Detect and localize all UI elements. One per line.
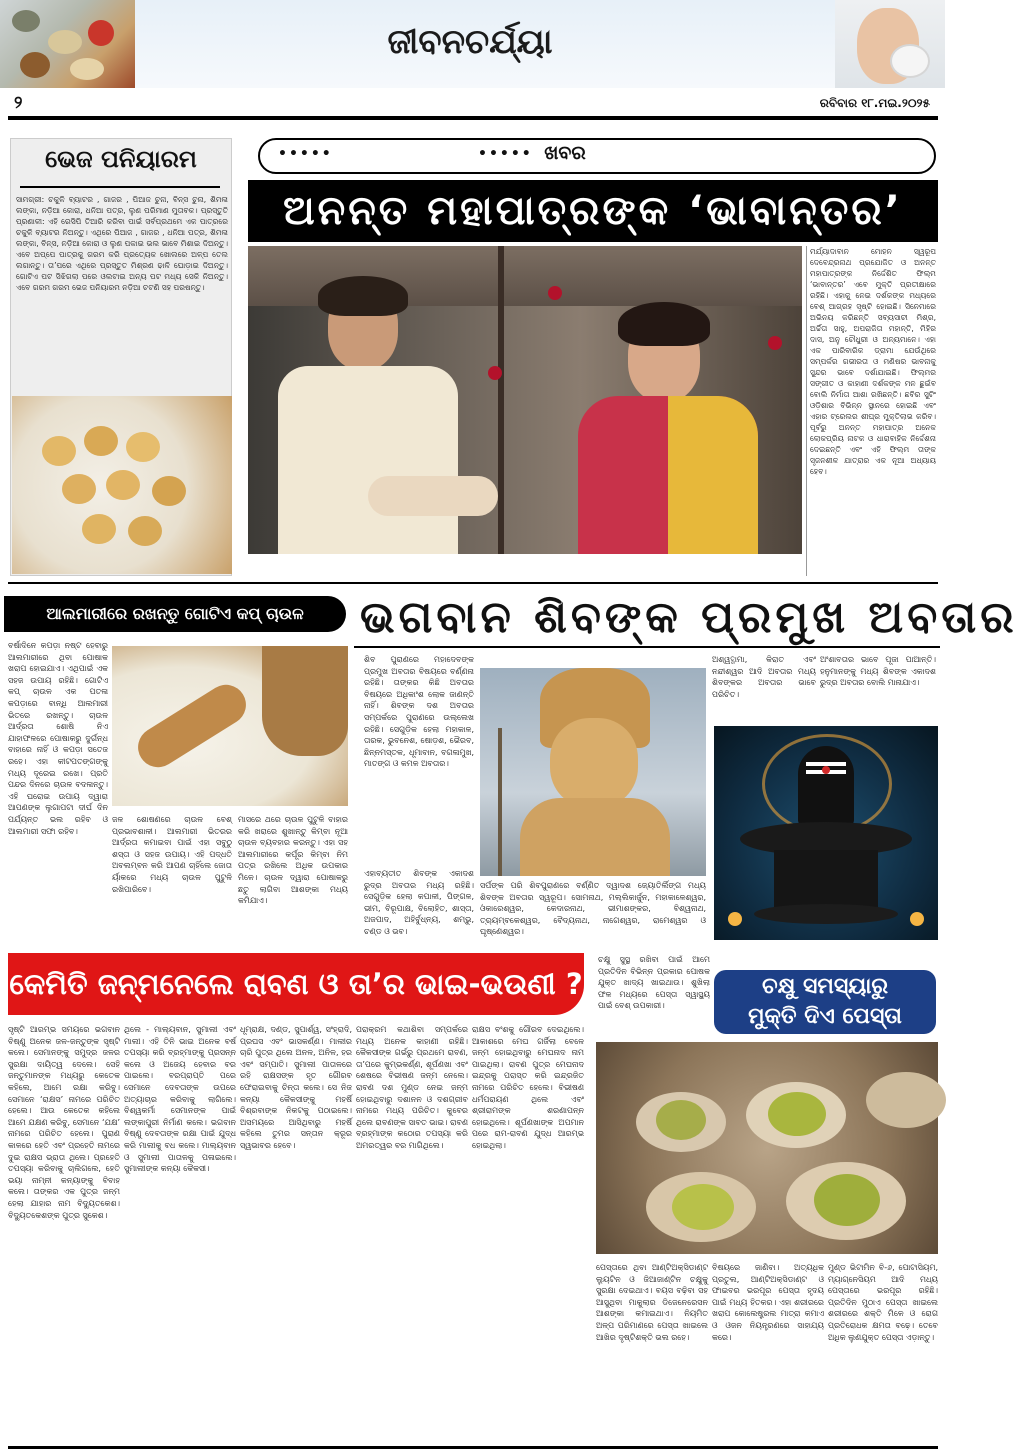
veg-title-rule (20, 186, 220, 188)
page-number: ୨ (14, 93, 23, 113)
shiva-body-1: ଶିବ ପୁରାଣରେ ମହାଦେବଙ୍କ ପ୍ରମୁଖ ଅବତାର ବିଷୟରେ ବର୍ଣ୍ଣନା ରହିଛି। ତାଙ୍କର କିଛି ଅବତାର ବିଷୟରେ ଅଧିକାଂଶ ଲୋକ ଜାଣନ୍ତି ନାହିଁ। ଶିବଙ୍କ ଦଶ ଅବତାର ସମ୍ପର୍କରେ ପୁରାଣରେ ଉଲ୍ଲେଖ ରହିଛି। ସେଗୁଡ଼ିକ ହେଲା ମହାକାଳ, ତାରକ, ଭୁବନେଶ, ଷୋଡ଼ଶ, ଭୈରବ, ଛିନ୍ନମସ୍ତକ, ଧୂମାବାନ, ବଗଳାମୁଖ, ମାତଙ୍ଗ ଓ କମଳ ଅବତାର। (364, 655, 474, 769)
pista-headline-2: ମୁକ୍ତି ଦିଏ ପେସ୍ତା (748, 1004, 902, 1029)
shiva-body-2: ଏହାବ୍ୟତୀତ ଶିବଙ୍କ ଏକାଦଶ ରୁଦ୍ର ଅବତାର ମଧ୍ୟ ରହିଛି। ସେଗୁଡ଼ିକ ହେଲା କପାଳୀ, ପିଙ୍ଗଳ, ଭୀମ, ବିରୂପାକ୍ଷ, ବିଲୋହିତ, ଶାସ୍ତା, ଅଜପାଦ, ଅହିର୍ବୁଧ୍ନ୍ୟ, ଶମ୍ଭୁ, ଚଣ୍ଡ ଓ ଭବ। (364, 869, 474, 936)
masthead-food-image (0, 0, 135, 88)
page-date: ରବିବାର ୧୮.ମଇ.୨୦୨୫ (819, 96, 930, 110)
khabar-dots-left: ••••• (278, 146, 333, 162)
bhabantara-body: ମର୍ଯ୍ୟାଦାବାନ ମୋହନ ସ୍ୱରୂପ ଦେବେନ୍ଦ୍ରନାଥ ପ୍ରଯୋଜିତ ଓ ଅନନ୍ତ ମହାପାତ୍ରଙ୍କ ନିର୍ଦ୍ଦେଶିତ ଫିଲ୍ମ ‘ଭାବାନ୍ତର’ ଏବେ ମୁକ୍ତି ପ୍ରତୀକ୍ଷାରେ ରହିଛି। ଏହାକୁ ନେଇ ଦର୍ଶକଙ୍କ ମଧ୍ୟରେ ବେଶ୍ ଆଗ୍ରହ ସୃଷ୍ଟି ହୋଇଛି। ସିନେମାରେ ଅଭିନୟ କରିଛନ୍ତି ସବ୍ୟସାଚୀ ମିଶ୍ର, ଅର୍ଚ୍ଚିତା ସାହୁ, ଅପରାଜିତା ମହାନ୍ତି, ମିହିର ଦାସ, ଅନୁ ଚୌଧୁରୀ ଓ ଅନ୍ୟମାନେ। ଏହା ଏକ ପାରିବାରିକ ଡ୍ରାମା ଯେଉଁଥିରେ ସମ୍ପର୍କର ଗଭୀରତା ଓ ମଣିଷର ଭାବନାକୁ ସୁନ୍ଦର ଭାବେ ଦର୍ଶାଯାଇଛି। ଫିଲ୍ମର ସଙ୍ଗୀତ ଓ କାହାଣୀ ଦର୍ଶକଙ୍କ ମନ ଛୁଇଁବ ବୋଲି ନିର୍ମାତା ଆଶା ରଖିଛନ୍ତି। ଛବିର ସୁଟିଂ ଓଡ଼ିଶାର ବିଭିନ୍ନ ସ୍ଥାନରେ ହୋଇଛି ଏବଂ ଏହାର ଟ୍ରେଲର ଶୀଘ୍ର ମୁକ୍ତିଲାଭ କରିବ। ପୂର୍ବରୁ ଅନନ୍ତ ମହାପାତ୍ର ଅନେକ ଲୋକପ୍ରିୟ ନାଟକ ଓ ଧାରାବାହିକ ନିର୍ଦ୍ଦେଶନା ଦେଇଛନ୍ତି ଏବଂ ଏହି ଫିଲ୍ମ ତାଙ୍କ ସୃଜନଶୀଳ ଯାତ୍ରାର ଏକ ନୂଆ ଅଧ୍ୟାୟ ହେବ। (810, 247, 936, 476)
shiva-headline: ଭଗବାନ ଶିବଙ୍କ ପ୍ରମୁଖ ଅବତାର (360, 592, 1018, 643)
ravana-col-4: ପରାକ୍ରମ କଥାଶିବା ସମ୍ପର୍କରେ ମଧ୍ୟ ଅନେକ କାହାଣୀ ରହିଛି। କୈକସୀଙ୍କ ଗର୍ଭରୁ ପ୍ରଥମେ ରାବଣ, ତା’ପରେ କୁମ୍ଭକର୍ଣ୍ଣ, ଶୂର୍ପଣଖା ଏବଂ ଶେଷରେ ବିଭୀଷଣ ଜନ୍ମ ନେଲେ। ରାବଣ ଦଶ ମୁଣ୍ଡ ନେଇ ଜନ୍ମ ହୋଇଥିବାରୁ ଦଶାନନ ଓ ଦଶଗ୍ରୀବ ନାମରେ ମଧ୍ୟ ପରିଚିତ। କୁବେର ଥିଲେ ରାବଣଙ୍କ ସାବତ ଭାଇ। ରାବଣ ବ୍ରହ୍ମାଙ୍କ କଠୋର ତପସ୍ୟା କରି ଅମରତ୍ୱର ବର ମାଗିଥିଲେ। (356, 1025, 468, 1150)
shiva-headline-rule (354, 646, 940, 648)
veg-title: ଭେଜ ପନିୟାରମ (45, 145, 197, 173)
ravana-col-5: ରାକ୍ଷସ ବଂଶକୁ ଗୌରବ ଦେଇଥିଲେ। ଆକାଶରେ ମେଘ ଗର୍ଜିଲା ବେଳେ ଜନ୍ମ ହୋଇଥିବାରୁ ମେଘନାଦ ନାମ ପାଇଥିଲା। ରାବଣ ପୁତ୍ର ମେଘନାଦ ଇନ୍ଦ୍ରକୁ ପରାସ୍ତ କରି ଇନ୍ଦ୍ରଜିତ ନାମରେ ପରିଚିତ ହେଲେ। ବିଭୀଷଣ ଧର୍ମପରାୟଣ ଥିଲେ ଏବଂ ଶ୍ରୀରାମଙ୍କ ଶରଣାପନ୍ନ ହୋଇଥିଲେ। ଶୂର୍ପଣଖାଙ୍କ ଅପମାନ ପରେ ରାମ-ରାବଣ ଯୁଦ୍ଧ ଆରମ୍ଭ ହୋଇଥିଲା। (472, 1025, 584, 1150)
masthead-rule (8, 116, 938, 120)
rice-body-3: ମାସରେ ଥରେ ଚାଉଳ ପୁଟୁଳି ବାହାର କରି ଖରାରେ ଶୁଖାନ୍ତୁ କିମ୍ବା ନୂଆ ଚାଉଳ ବ୍ୟବହାର କରନ୍ତୁ। ଏହା ସହ ଆଲମାରୀରେ କର୍ପୂର କିମ୍ବା ନିମ ପତ୍ର ରଖିଲେ ଅଧିକ ଉପକାର ମିଳେ। ଚାଉଳ ଦ୍ୱାରା ପୋଷାକରୁ ଛତୁ ଲାଗିବା ଆଶଙ୍କା ମଧ୍ୟ କମିଯାଏ। (238, 815, 348, 906)
bottom-rule (8, 1446, 938, 1449)
rice-image (112, 646, 348, 806)
ravana-col-1: ସୃଷ୍ଟି ଆରମ୍ଭ ସମୟରେ ଭଗବାନ ବିଷ୍ଣୁ ଅନେକ ଜଳ-ଜନ୍ତୁଙ୍କ ସୃଷ୍ଟି କଲେ। ସେମାନଙ୍କୁ ସମୁଦ୍ର ଜଳର ସୁରକ୍ଷା ଦାୟିତ୍ୱ ଦେଲେ। ସେହି ଜନ୍ତୁମାନଙ୍କ ମଧ୍ୟରୁ କେତେକ କହିଲେ, ଆମେ ରକ୍ଷା କରିବୁ। ସେମାନେ ‘ରାକ୍ଷସ’ ନାମରେ ପରିଚିତ ହେଲେ। ଆଉ କେତେକ କହିଲେ ଆମେ ଯକ୍ଷଣ କରିବୁ, ସେମାନେ ‘ଯକ୍ଷ’ ନାମରେ ପରିଚିତ ହେଲେ। ପୁରାଣ କାଳରେ ହେତି ଏବଂ ପ୍ରହେତି ନାମରେ ଦୁଇ ରାକ୍ଷସ ଭ୍ରାତା ଥିଲେ। ପ୍ରହେତି ତପସ୍ୟା କରିବାକୁ ଚାଲିଗଲେ, ହେତି ଭୟା ନାମ୍ନୀ କନ୍ୟାଙ୍କୁ ବିବାହ କଲେ। ତାଙ୍କର ଏକ ପୁତ୍ର ଜନ୍ମ ହେଲା ଯାହାର ନାମ ବିଦ୍ୟୁତକେଶ। ବିଦ୍ୟୁତକେଶଙ୍କ ପୁତ୍ର ସୁକେଶ। (8, 1025, 120, 1220)
ravana-headline: କେମିତି ଜନ୍ମନେଲେ ରାବଣ ଓ ତା’ର ଭାଇ-ଭଉଣୀ ? (8, 953, 584, 1015)
pista-headline-1: ଚକ୍ଷୁ ସମସ୍ୟାରୁ (761, 974, 889, 999)
veg-body: ସାମଗ୍ରୀ: ଚକୁଳି ବ୍ୟାଟର , ଗାଜର , ପିଆଜ ଚୁନା, ବିନ୍ସ ଚୁନା, ଶିମଳା ଲଙ୍କା, ନଡ଼ିଆ କୋରା, ଧନିଆ ପତ୍ର, ଲୁଣ ପରିମାଣ ମୁତାବକ। ପ୍ରସ୍ତୁତି ପ୍ରଣାଳୀ: ଏହି ରେସିପି ତିଆରି କରିବା ପାଇଁ ସର୍ବପ୍ରଥମେ ଏକ ପାତ୍ରରେ ଚକୁଳି ବ୍ୟାଟର ନିଅନ୍ତୁ। ଏଥିରେ ପିଆଜ , ଗାଜର , ଧନିଆ ପତ୍ର, ଶିମଳା ଲଙ୍କା, ବିନ୍ସ, ନଡ଼ିଆ କୋରା ଓ ଲୁଣ ପକାଇ ଭଲ ଭାବେ ମିଶାଇ ଦିଅନ୍ତୁ। ଏବେ ଅପ୍ପେ ପାତ୍ରକୁ ଗରମ କରି ପ୍ରତ୍ୟେକ ଖୋଲରେ ଅଳ୍ପ ତେଲ ଲଗାନ୍ତୁ। ତା’ପରେ ଏଥିରେ ପ୍ରସ୍ତୁତ ମିଶ୍ରଣ ଢାଳି ଘୋଡ଼ାଇ ଦିଅନ୍ତୁ। ଗୋଟିଏ ପଟ ସିଝିଗଲା ପରେ ଓଲଟାଇ ଅନ୍ୟ ପଟ ମଧ୍ୟ ସେକି ନିଅନ୍ତୁ। ଏବେ ଗରମ ଗରମ ଭେଜ ପନିୟାରମ ନଡ଼ିଆ ଚଟଣି ସହ ପରଷନ୍ତୁ। (16, 195, 228, 292)
pistachio-image (596, 1042, 938, 1254)
shiva-body-4: ଅଂଶାବତାର ଭାବେ ପୂଜା ପାଆନ୍ତି। ହନୁମାନଙ୍କୁ ମଧ୍ୟ ଶିବଙ୍କ ଏକାଦଶ ରୁଦ୍ର ଅବତାର ବୋଲି ମାନାଯାଏ। (820, 655, 936, 688)
bhabantara-col-rule (806, 246, 807, 576)
khabar-label: ଖବର (544, 142, 586, 164)
shiva-body-5: ସର୍ପଙ୍କ ପରି ଶିବପୁରାଣରେ ବର୍ଣ୍ଣିତ ଦ୍ୱାଦଶ ଜ୍ୟୋତିର୍ଲିଙ୍ଗ ମଧ୍ୟ ଶିବଙ୍କ ଅବତାର ସ୍ୱରୂପ। ସୋମନାଥ, ମଲ୍ଲିକାର୍ଜୁନ, ମହାକାଳେଶ୍ୱର, ଓଁକାରେଶ୍ୱର, କେଦାରନାଥ, ଭୀମାଶଙ୍କର, ବିଶ୍ୱନାଥ, ତ୍ର୍ୟମ୍ବକେଶ୍ୱର, ବୈଦ୍ୟନାଥ, ନାଗେଶ୍ୱର, ରାମେଶ୍ୱର ଓ ଘୃଷ୍ଣେଶ୍ୱର। (480, 881, 706, 937)
pista-intro: ଚକ୍ଷୁ ସୁସ୍ଥ ରଖିବା ପାଇଁ ଆମେ ପ୍ରତିଦିନ ବିଭିନ୍ନ ପ୍ରକାର ପୋଷକ ଯୁକ୍ତ ଖାଦ୍ୟ ଖାଇଥାଉ। ଶୁଖିଲା ଫଳ ମଧ୍ୟରେ ପେସ୍ତା ସ୍ୱାସ୍ଥ୍ୟ ପାଇଁ ବେଶ୍ ଉପକାରୀ। (598, 955, 710, 1011)
shivalinga-image (714, 726, 938, 940)
ravana-col-2: ଥିଲେ - ମାଲ୍ୟବାନ, ସୁମାଲୀ ଏବଂ ମାଲୀ। ଏହି ତିନି ଭାଇ ଅନେକ ବର୍ଷ ତପସ୍ୟା କରି ବ୍ରହ୍ମାଙ୍କୁ ପ୍ରସନ୍ନ କଲେ ଓ ଅଜେୟ ହେବାର ବର ପାଇଲେ। ବରପ୍ରାପ୍ତି ପରେ ସେମାନେ ଦେବତାଙ୍କ ଉପରେ ଅତ୍ୟାଚାର କରିବାକୁ ଲାଗିଲେ। ବିଶ୍ୱକର୍ମା ସେମାନଙ୍କ ପାଇଁ ଲଙ୍କାପୁରୀ ନିର୍ମାଣ କଲେ। ଭଗବାନ ବିଷ୍ଣୁ ଦେବତାଙ୍କ ରକ୍ଷା ପାଇଁ ଯୁଦ୍ଧ କରି ମାଲୀକୁ ବଧ କଲେ। ମାଲ୍ୟବାନ ଓ ସୁମାଲୀ ପାତାଳକୁ ପଳାଇଲେ। ସୁମାଲୀଙ୍କ କନ୍ୟା କୈକସୀ। (124, 1025, 236, 1174)
shiva-statue-image (480, 668, 706, 876)
pista-col-1: ପେସ୍ତାରେ ଥିବା ଆଣ୍ଟିଅକ୍ସିଡାଣ୍ଟ ଲ୍ୟୁଟିନ ଓ ଜିଆଜାଣ୍ଟିନ ଚକ୍ଷୁକୁ ସୁରକ୍ଷା ଦେଇଥାଏ। ବୟସ ବଢ଼ିବା ସହ ଆସୁଥିବା ମାକୁଲାର ଡିଜେନେରେସନ ଆଶଙ୍କା କମାଇଥାଏ। ନିୟମିତ ଅଳ୍ପ ପରିମାଣରେ ପେସ୍ତା ଖାଇଲେ ଆଖିର ଦୃଷ୍ଟିଶକ୍ତି ଭଲ ରହେ। (596, 1263, 708, 1342)
veg-dish-image (12, 396, 232, 574)
khabar-dots-right: ••••• (478, 146, 533, 162)
bhabantara-headline: ଅନନ୍ତ ମହାପାତ୍ରଙ୍କ ‘ଭାବାନ୍ତର’ (248, 180, 938, 242)
bhabantara-film-still (248, 246, 802, 554)
mid-rule (8, 582, 938, 584)
pista-col-3: ମୁଣ୍ଡ ଭିଟାମିନ ବି-୬, ପୋଟାସିୟମ, ମ୍ୟାଗ୍ନେସିୟମ ଆଦି ମଧ୍ୟ ପେସ୍ତାରେ ଭରପୂର ରହିଛି। ପ୍ରତିଦିନ ମୁଠାଏ ପେସ୍ତା ଖାଇଲେ ଶରୀରରେ ଶକ୍ତି ମିଳେ ଓ ରୋଗ ପ୍ରତିରୋଧକ କ୍ଷମତା ବଢ଼େ। ତେବେ ଅଧିକ ଲୁଣଯୁକ୍ତ ପେସ୍ତା ଏଡ଼ାନ୍ତୁ। (828, 1263, 938, 1342)
rice-body-1: ବର୍ଷାଦିନେ କପଡ଼ା ନଷ୍ଟ ହେବାରୁ ଆଲମାରୀରେ ଥିବା ପୋଷାକ ଖରାପ ହୋଇଯାଏ। ଏଥିପାଇଁ ଏକ ସହଜ ଉପାୟ ରହିଛି। ଗୋଟିଏ କପ୍ ଚାଉଳ ଏକ ପତଳା କପଡ଼ାରେ ବାନ୍ଧି ଆଲମାରୀ ଭିତରେ ରଖନ୍ତୁ। ଚାଉଳ ଆର୍ଦ୍ରତା ଶୋଷି ନିଏ ଯାହାଫଳରେ ପୋଷାକରୁ ଦୁର୍ଗନ୍ଧ ବାହାରେ ନାହିଁ ଓ କପଡ଼ା ସତେଜ ରହେ। ଏହା କୀଟପତଙ୍ଗଙ୍କୁ ମଧ୍ୟ ଦୂରେଇ ରଖେ। ପ୍ରତି ପନ୍ଦର ଦିନରେ ଚାଉଳ ବଦଳାନ୍ତୁ। ଏହି ଘରୋଇ ଉପାୟ ଦ୍ୱାରା ଆପଣଙ୍କ ଲୁଗାପଟା ଦୀର୍ଘ ଦିନ ପର୍ଯ୍ୟନ୍ତ ଭଲ ରହିବ ଓ ଆଲମାରୀ ସଫା ରହିବ। (8, 641, 108, 836)
pista-col-2: ବିଷୟରେ ଜାଣିବା। ଅତ୍ୟଧିକ ପ୍ରତୁଲ, ଆଣ୍ଟିଅକ୍ସିଡାଣ୍ଟ ଓ ଫାଇବର ଭରପୂର ପେସ୍ତା ହୃଦୟ ପାଇଁ ମଧ୍ୟ ହିତକର। ଏହା ଶରୀରରେ ଖରାପ କୋଲେଷ୍ଟ୍ରଲ ମାତ୍ରା କମାଏ ଓ ଓଜନ ନିୟନ୍ତ୍ରଣରେ ସାହାଯ୍ୟ କରେ। (712, 1263, 824, 1342)
ravana-col-3: ଧୂମ୍ରାକ୍ଷ, ଦଣ୍ଡ, ସୁପାର୍ଶ୍ୱ, ସଂହ୍ରାଦି, ପ୍ରଘସ ଏବଂ ଭାସକର୍ଣ୍ଣ। ମାଲୀର ଚାରି ପୁତ୍ର ଥିଲେ ଅନଳ, ଅନିଳ, ହର ଏବଂ ସମ୍ପାତି। ସୁମାଲୀ ପାତାଳରେ ରହି ରାକ୍ଷସଙ୍କ ହୃତ ଗୌରବ ଫେରାଇବାକୁ ଚିନ୍ତା କଲେ। ସେ ନିଜ କନ୍ୟା କୈକସୀଙ୍କୁ ମହର୍ଷି ବିଶ୍ରବାଙ୍କ ନିକଟକୁ ପଠାଇଲେ। ଅସମୟରେ ଆସିଥିବାରୁ ମହର୍ଷି କହିଲେ ତୁମର ସନ୍ତାନ କ୍ରୂର ସ୍ୱଭାବର ହେବେ। (240, 1025, 352, 1150)
shiva-body-3: ଅଶ୍ୱତ୍ଥାମା, କିରାତ ଏବଂ ନନ୍ଦୀଶ୍ୱର ଆଦି ଅବତାର ମଧ୍ୟ ଶିବଙ୍କର ଅବତାର ଭାବେ ପରିଚିତ। (712, 655, 816, 699)
masthead-woman-image (835, 0, 945, 88)
rice-body-2: ଜଳ ଶୋଷଣରେ ଚାଉଳ ବେଶ୍ ପ୍ରଭାବଶାଳୀ। ଆଲମାରୀ ଭିତରର ଆର୍ଦ୍ରତା କମାଇବା ପାଇଁ ଏହା ସବୁଠୁ ଶସ୍ତା ଓ ସହଜ ଉପାୟ। ଏହି ପଦ୍ଧତି ଅବଲମ୍ବନ କରି ଆପଣ ଚାହିଁଲେ ଜୋତା ର୍ୟାକରେ ମଧ୍ୟ ଚାଉଳ ପୁଟୁଳି ରଖିପାରିବେ। (112, 815, 232, 894)
rice-headline: ଆଲମାରୀରେ ରଖନ୍ତୁ ଗୋଟିଏ କପ୍ ଚାଉଳ (4, 596, 346, 632)
section-title: ଜୀବନଚର୍ଯ୍ୟା (387, 22, 553, 62)
